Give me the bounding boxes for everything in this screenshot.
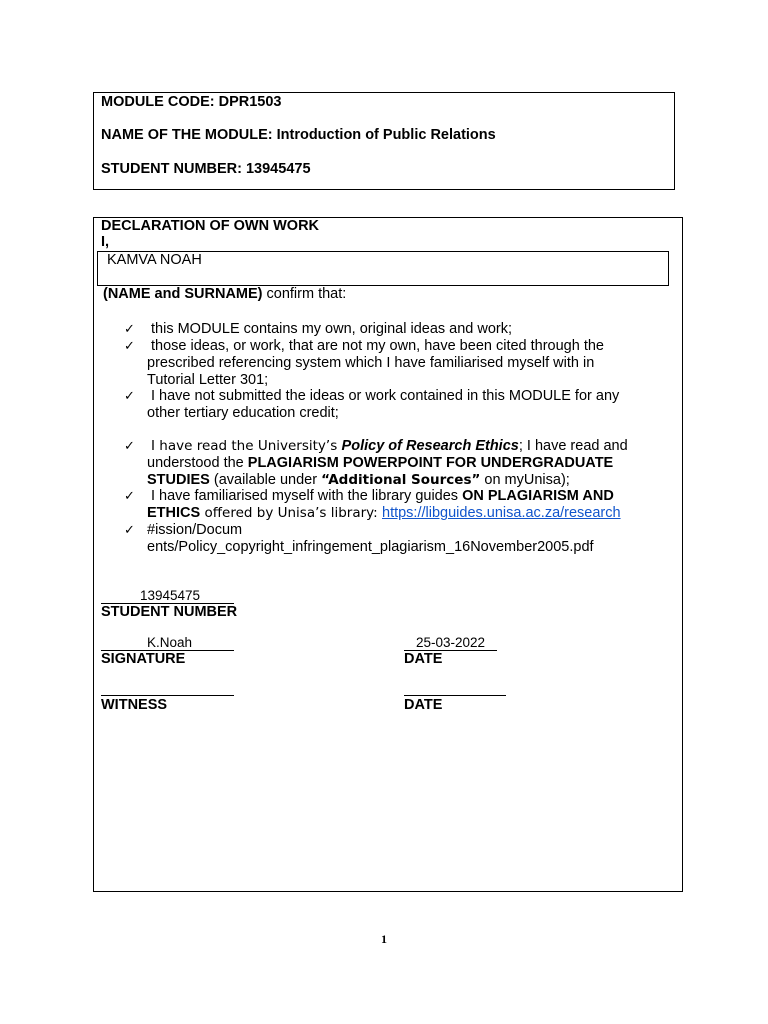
- checkmark-icon: ✓: [124, 489, 135, 504]
- declaration-item-6-line-1: #ission/Docum: [147, 522, 243, 538]
- declaration-item-4-line-3: STUDIES (available under “Additional Sources” on myUnisa);: [147, 472, 570, 488]
- witness-date-label: DATE: [404, 697, 443, 713]
- policy-title: Policy of Research Ethics: [341, 438, 519, 454]
- checkmark-icon: ✓: [124, 322, 135, 337]
- signature-value: K.Noah: [147, 635, 193, 650]
- declaration-item-2-line-3: Tutorial Letter 301;: [147, 372, 269, 388]
- module-code: MODULE CODE: DPR1503: [101, 94, 282, 110]
- page-number: 1: [381, 932, 387, 946]
- header-student-number: STUDENT NUMBER: 13945475: [101, 161, 311, 177]
- declaration-item-3-line-2: other tertiary education credit;: [147, 405, 339, 421]
- declaration-item-6-line-2: ents/Policy_copyright_infringement_plagiarism_16November2005.pdf: [147, 539, 594, 555]
- signature-label: SIGNATURE: [101, 651, 186, 667]
- declaration-item-4-line-2: understood the PLAGIARISM POWERPOINT FOR UNDERGRADUATE: [147, 455, 614, 471]
- declaration-item-5-line-2: ETHICS offered by Unisa’s library: https://libguides.unisa.ac.za/research: [147, 505, 621, 521]
- student-number-label: STUDENT NUMBER: [101, 604, 238, 620]
- name-surname-label: (NAME and SURNAME): [103, 286, 263, 302]
- checkmark-icon: ✓: [124, 523, 135, 538]
- witness-date-underline: [404, 695, 506, 696]
- declaration-title: DECLARATION OF OWN WORK: [101, 218, 320, 234]
- checkmark-icon: ✓: [124, 389, 135, 404]
- confirm-line: [103, 286, 346, 302]
- module-name: NAME OF THE MODULE: Introduction of Public Relations: [101, 127, 496, 143]
- declaration-item-1: this MODULE contains my own, original ideas and work;: [151, 321, 513, 337]
- witness-label: WITNESS: [101, 697, 168, 713]
- declaration-item-5-line-1: I have familiarised myself with the library guides ON PLAGIARISM AND: [151, 488, 614, 504]
- date-value: 25-03-2022: [416, 635, 486, 650]
- library-guide-link[interactable]: https://libguides.unisa.ac.za/research: [382, 505, 621, 521]
- confirm-text: confirm that:: [262, 286, 347, 302]
- declaration-i: I,: [101, 234, 110, 250]
- checkmark-icon: ✓: [124, 439, 135, 454]
- name-value: KAMVA NOAH: [107, 252, 202, 268]
- declaration-item-2-line-2: prescribed referencing system which I have familiarised myself with in: [147, 355, 595, 371]
- witness-underline: [101, 695, 234, 696]
- declaration-item-4-line-1: I have read the University’s Policy of Research Ethics; I have read and: [151, 438, 628, 454]
- declaration-item-2-line-1: those ideas, or work, that are not my own, have been cited through the: [151, 338, 604, 354]
- student-number-value: 13945475: [140, 588, 201, 603]
- checkmark-icon: ✓: [124, 339, 135, 354]
- declaration-item-3-line-1: I have not submitted the ideas or work contained in this MODULE for any: [151, 388, 620, 404]
- date-label: DATE: [404, 651, 443, 667]
